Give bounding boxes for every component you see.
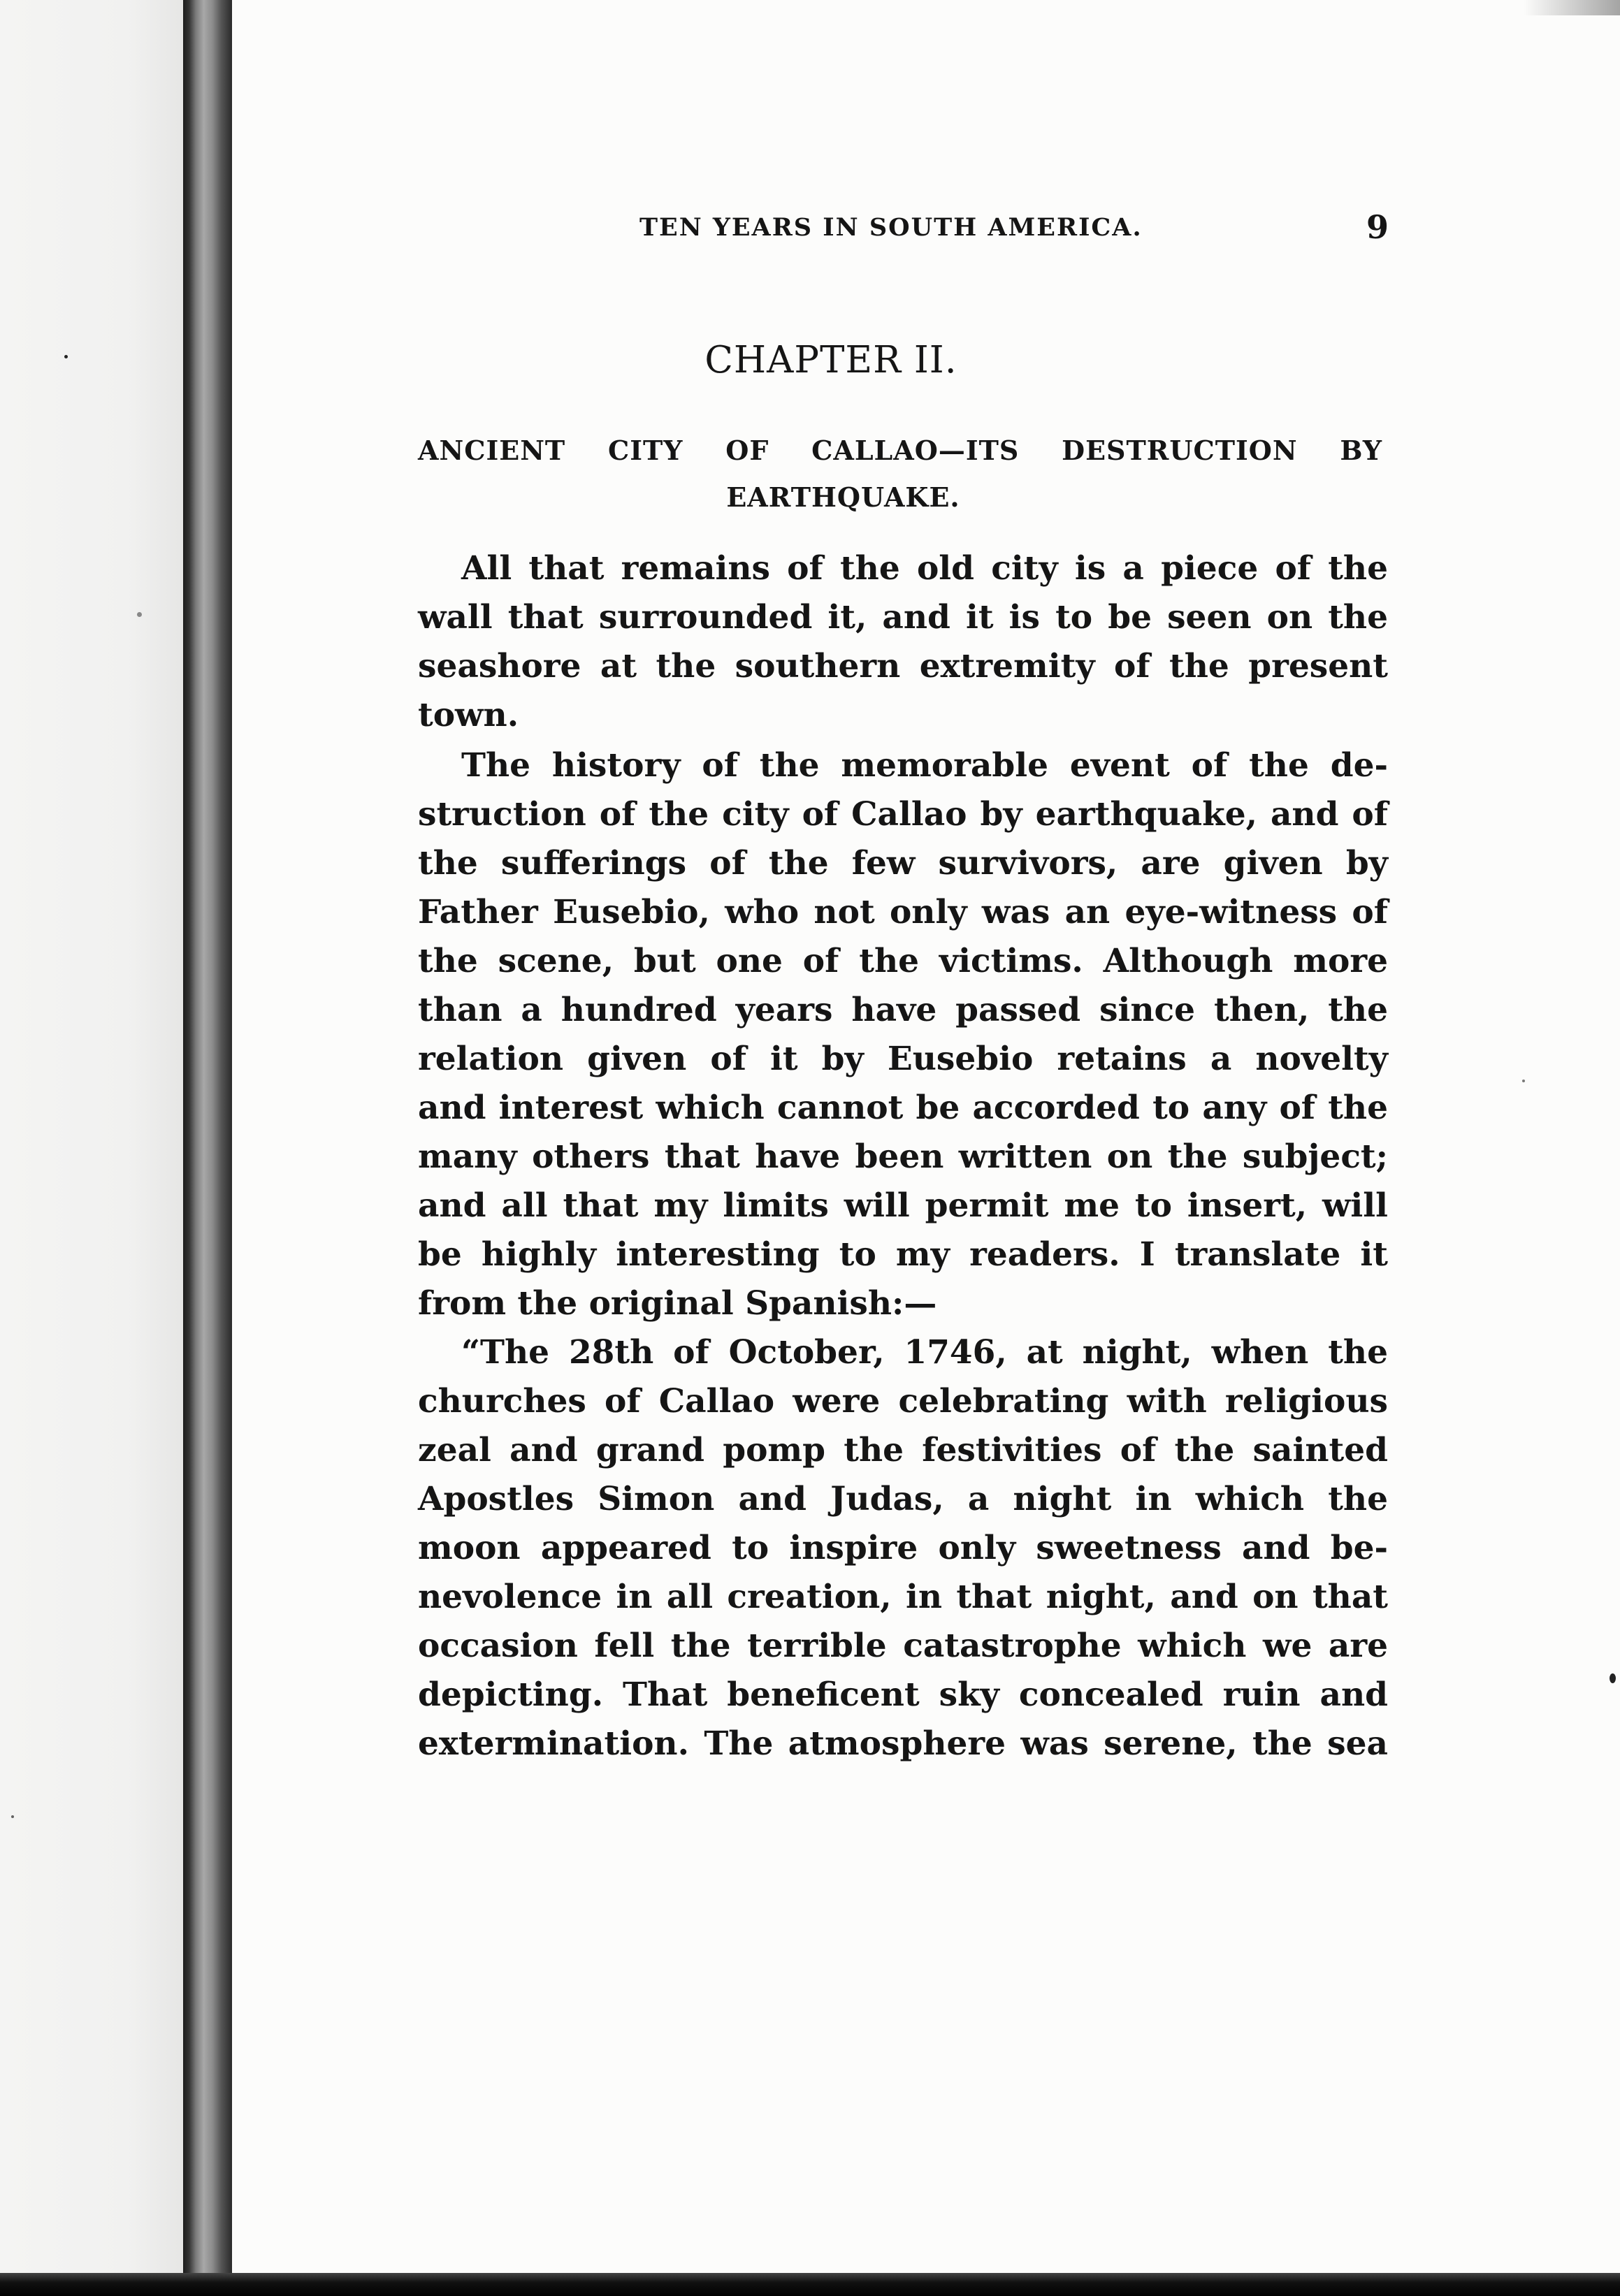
text-line: from the original Spanish:— [418, 1284, 937, 1323]
text-line: seashore at the southern extremity of the present [418, 647, 1388, 685]
text-line: moon appeared to inspire only sweetness and be- [418, 1529, 1388, 1567]
scan-speck [1522, 1080, 1525, 1082]
scan-bottom-edge [0, 2273, 1620, 2296]
chapter-title: CHAPTER II. [704, 339, 957, 382]
text-line: “The 28th of October, 1746, at night, when the [461, 1333, 1388, 1372]
scan-speck [1610, 1673, 1616, 1683]
text-line: extermination. The atmosphere was serene, the sea [418, 1724, 1388, 1763]
running-head: TEN YEARS IN SOUTH AMERICA. [639, 213, 1143, 242]
text-line: struction of the city of Callao by earthquake, and of [418, 795, 1388, 834]
text-line: the sufferings of the few survivors, are given by [418, 844, 1388, 882]
text-line: the scene, but one of the victims. Although more [418, 942, 1388, 980]
text-line: town. [418, 696, 519, 734]
chapter-subtitle-line-1: ANCIENT CITY OF CALLAO—ITS DESTRUCTION BY [418, 435, 1382, 466]
scan-speck [11, 1815, 14, 1818]
text-line: The history of the memorable event of the de- [461, 746, 1388, 785]
text-line: All that remains of the old city is a piece of the [461, 549, 1388, 588]
text-line: be highly interesting to my readers. I translate it [418, 1235, 1388, 1274]
text-line: Father Eusebio, who not only was an eye-witness of [418, 893, 1388, 931]
text-line: relation given of it by Eusebio retains a novelty [418, 1040, 1388, 1078]
text-line: zeal and grand pomp the festivities of the sainted [418, 1431, 1388, 1469]
chapter-subtitle-line-2: EARTHQUAKE. [726, 481, 960, 513]
text-line: and interest which cannot be accorded to any of the [418, 1089, 1388, 1127]
text-line: than a hundred years have passed since then, the [418, 991, 1388, 1029]
text-line: depicting. That beneficent sky concealed ruin and [418, 1676, 1388, 1714]
text-line: churches of Callao were celebrating with religious [418, 1382, 1388, 1421]
text-line: Apostles Simon and Judas, a night in which the [418, 1480, 1388, 1518]
page-number: 9 [1366, 208, 1389, 246]
text-line: many others that have been written on the subject; [418, 1138, 1388, 1176]
text-line: occasion fell the terrible catastrophe which we are [418, 1627, 1388, 1665]
text-line: and all that my limits will permit me to insert, will [418, 1186, 1388, 1225]
scan-speck [137, 612, 142, 617]
text-line: nevolence in all creation, in that night, and on that [418, 1578, 1388, 1616]
scan-corner-shadow [1524, 0, 1620, 15]
text-line: wall that surrounded it, and it is to be seen on the [418, 598, 1388, 637]
